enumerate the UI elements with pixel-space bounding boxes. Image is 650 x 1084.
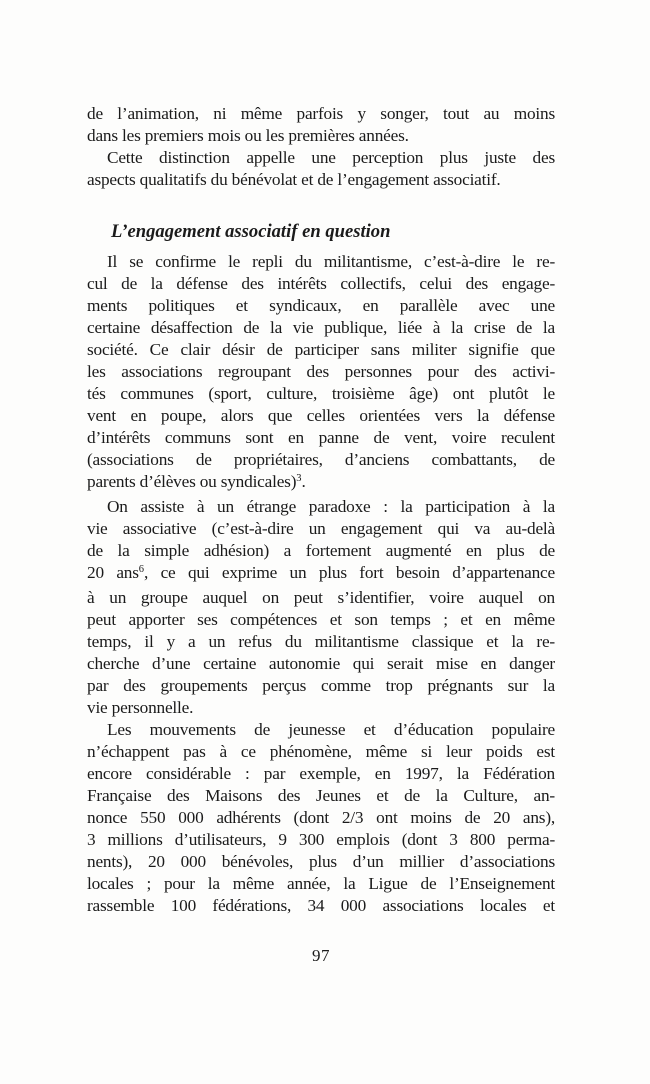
text-line: peut apporter ses compétences et son temps ; et en même bbox=[87, 610, 555, 629]
text-segment: parents d’élèves ou syndicales) bbox=[87, 472, 297, 491]
text-line: 3 millions d’utilisateurs, 9 300 emplois (dont 3 800 perma- bbox=[87, 830, 555, 849]
text-line: cherche d’une certaine autonomie qui serait mise en danger bbox=[87, 654, 555, 673]
text-line: Les mouvements de jeunesse et d’éducation populaire bbox=[107, 720, 555, 739]
text-line: tés communes (sport, culture, troisième âge) ont plutôt le bbox=[87, 384, 555, 403]
page-number: 97 bbox=[312, 946, 330, 965]
paragraph-militantisme bbox=[87, 251, 555, 496]
text-line: ments politiques et syndicaux, en parallèle avec une bbox=[87, 296, 555, 315]
text-line: certaine désaffection de la vie publique, liée à la crise de la bbox=[87, 318, 555, 337]
page-text-block bbox=[87, 103, 555, 917]
text-line: temps, il y a un refus du militantisme classique et la re- bbox=[87, 632, 555, 651]
text-line: de la simple adhésion) a fortement augmenté en plus de bbox=[87, 541, 555, 560]
footnote-reference: 3 bbox=[296, 472, 302, 484]
section-heading: L’engagement associatif en question bbox=[111, 221, 391, 242]
text-line: les associations regroupant des personnes pour des activi- bbox=[87, 362, 555, 381]
text-line: société. Ce clair désir de participer sans militer signifie que bbox=[87, 340, 555, 359]
text-line: vent en poupe, alors que celles orientées vers la défense bbox=[87, 406, 555, 425]
paragraph-continuation bbox=[87, 103, 555, 147]
text-line: nents), 20 000 bénévoles, plus d’un millier d’associations bbox=[87, 852, 555, 871]
text-line bbox=[87, 562, 555, 587]
text-line: On assiste à un étrange paradoxe : la participation à la bbox=[107, 497, 555, 516]
text-line: rassemble 100 fédérations, 34 000 associations locales et bbox=[87, 896, 555, 915]
paragraph-jeunesse bbox=[87, 719, 555, 917]
text-line: aspects qualitatifs du bénévolat et de l’engagement associatif. bbox=[87, 170, 501, 189]
text-line bbox=[87, 471, 555, 496]
text-line: locales ; pour la même année, la Ligue de l’Enseignement bbox=[87, 874, 555, 893]
text-line: vie associative (c’est-à-dire un engagement qui va au-delà bbox=[87, 519, 555, 538]
text-line: vie personnelle. bbox=[87, 698, 194, 717]
text-line: de l’animation, ni même parfois y songer, tout au moins bbox=[87, 104, 555, 123]
text-line: Française des Maisons des Jeunes et de la Culture, an- bbox=[87, 786, 555, 805]
paragraph-paradoxe bbox=[87, 496, 555, 719]
text-line: (associations de propriétaires, d’anciens combattants, de bbox=[87, 450, 555, 469]
text-line: encore considérable : par exemple, en 1997, la Fédération bbox=[87, 764, 555, 783]
text-segment: 20 ans bbox=[87, 563, 139, 582]
text-line: cul de la défense des intérêts collectifs, celui des engage- bbox=[87, 274, 555, 293]
text-line: n’échappent pas à ce phénomène, même si leur poids est bbox=[87, 742, 555, 761]
text-line: Cette distinction appelle une perception plus juste des bbox=[107, 148, 555, 167]
text-segment: . bbox=[301, 472, 306, 491]
text-line: par des groupements perçus comme trop prégnants sur la bbox=[87, 676, 555, 695]
footnote-reference: 6 bbox=[138, 563, 145, 575]
text-line: dans les premiers mois ou les premières années. bbox=[87, 126, 409, 145]
paragraph-distinction bbox=[87, 147, 555, 191]
text-line: d’intérêts communs sont en panne de vent, voire reculent bbox=[87, 428, 555, 447]
text-line: nonce 550 000 adhérents (dont 2/3 ont moins de 20 ans), bbox=[87, 808, 555, 827]
text-line: Il se confirme le repli du militantisme, c’est-à-dire le re- bbox=[107, 252, 555, 271]
text-line: à un groupe auquel on peut s’identifier, voire auquel on bbox=[87, 588, 555, 607]
text-segment: , ce qui exprime un plus fort besoin d’appartenance bbox=[144, 563, 555, 582]
